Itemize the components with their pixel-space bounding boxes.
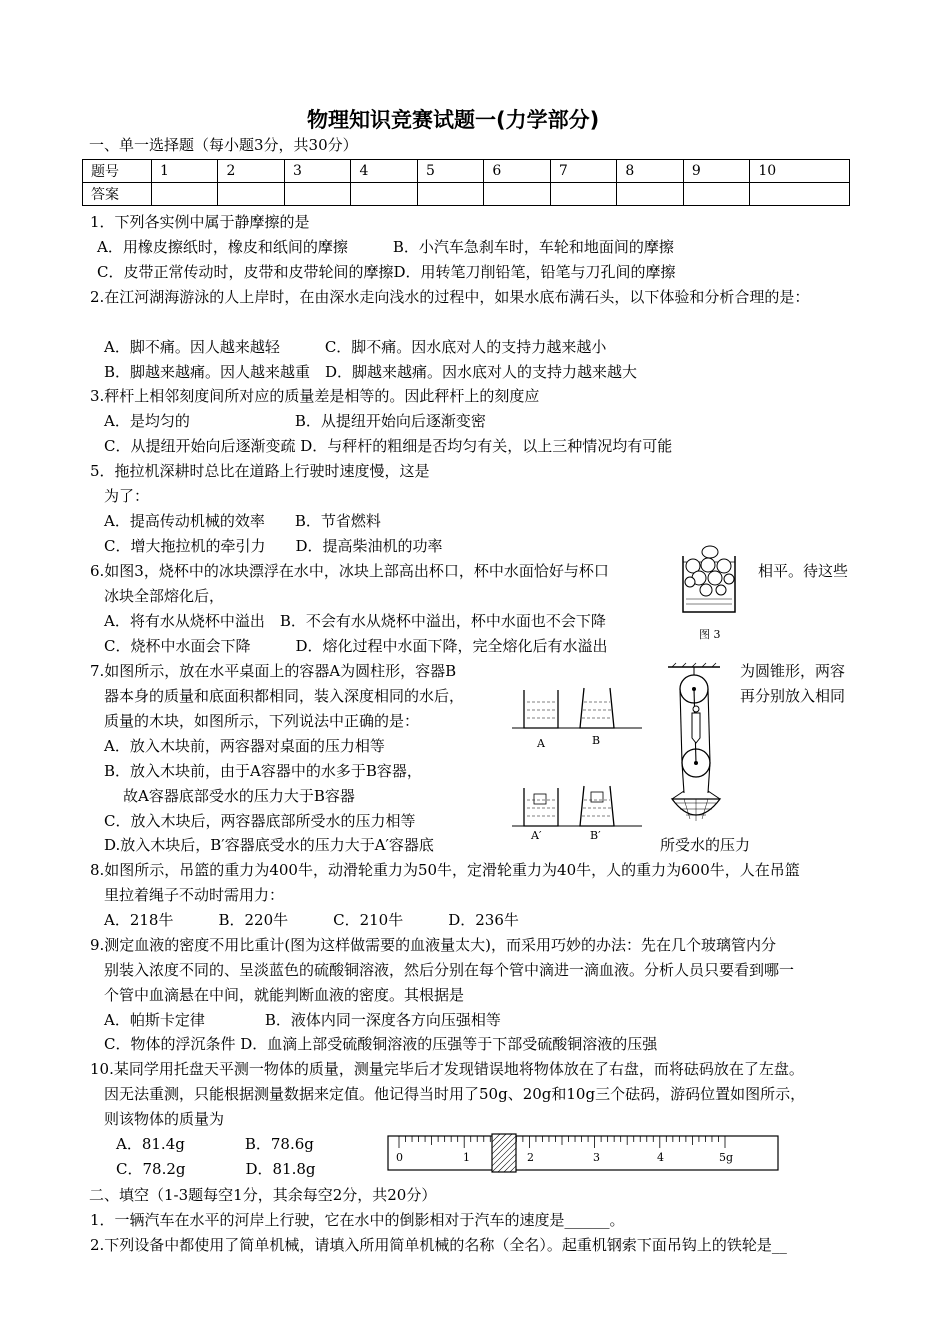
- answer-cell: [218, 183, 284, 206]
- q7-option-d: D.放入木块后，B′容器底受水的压力大于A′容器底: [104, 836, 434, 854]
- answer-table: [82, 159, 850, 206]
- q10-options-cd: C．78.2g D．81.8g: [116, 1160, 316, 1178]
- q7-option-b1: B．放入木块前，由于A容器中的水多于B容器，: [104, 762, 422, 780]
- table-cell: 8: [617, 160, 683, 183]
- q10-options-ab: A．81.4g B．78.6g: [116, 1135, 314, 1153]
- answer-cell: [750, 183, 850, 206]
- section1-heading: 一、单一选择题（每小题3分，共30分）: [89, 136, 358, 154]
- q9-stem: 9.测定血液的密度不用比重计(图为这样做需要的血液量太大)，而采用巧妙的办法：先在几个玻璃管内分: [90, 936, 777, 954]
- q9-stem-cont1: 别装入浓度不同的、呈淡蓝色的硫酸铜溶液，然后分别在每个管中滴进一滴血液。分析人员只要看到哪一: [104, 961, 795, 979]
- page-title: 物理知识竞赛试题一(力学部分): [307, 108, 600, 132]
- table-cell: 6: [484, 160, 550, 183]
- q1-options-ab: A．用橡皮擦纸时，橡皮和纸间的摩擦 B．小汽车急刹车时，车轮和地面间的摩擦: [97, 238, 674, 256]
- scale-label-4: 4: [657, 1151, 664, 1164]
- scale-label-1: 1: [463, 1151, 470, 1164]
- container-a-label: A: [537, 737, 545, 750]
- container-b-label: B: [592, 734, 601, 747]
- q8-stem: 8.如图所示，吊篮的重力为400牛，动滑轮重力为50牛，定滑轮重力为40牛，人的重力为600牛，人在吊篮: [90, 861, 800, 879]
- answer-cell: [484, 183, 550, 206]
- q7-stem-right: 为圆锥形，两容: [740, 662, 846, 680]
- answer-cell: [351, 183, 417, 206]
- q9-options-cd: C．物体的浮沉条件 D．血滴上部受硫酸铜溶液的压强等于下部受硫酸铜溶液的压强: [104, 1035, 658, 1053]
- q8-options: A．218牛 B．220牛 C．210牛 D．236牛: [104, 911, 519, 929]
- q7-option-c: C．放入木块后，两容器底部所受水的压力相等: [104, 812, 416, 830]
- q6-options-cd: C．烧杯中水面会下降 D．熔化过程中水面下降，完全熔化后有水溢出: [104, 637, 608, 655]
- q3-options-ab: A．是均匀的 B．从提纽开始向后逐渐变密: [104, 412, 486, 430]
- scale-label-3: 3: [593, 1151, 600, 1164]
- q7-line3: 质量的木块，如图所示，下列说法中正确的是：: [104, 712, 420, 730]
- answer-cell: [683, 183, 749, 206]
- table-row-answers: [83, 183, 850, 206]
- answer-cell: [152, 183, 218, 206]
- containers-figure: [510, 680, 650, 845]
- answer-cell: [284, 183, 350, 206]
- row-label-number: 题号: [83, 160, 152, 183]
- scale-label-2: 2: [527, 1151, 534, 1164]
- q3-options-cd: C．从提纽开始向后逐渐变疏 D．与秤杆的粗细是否均匀有关，以上三种情况均有可能: [104, 437, 673, 455]
- q7-line2-right: 再分别放入相同: [740, 687, 846, 705]
- table-cell: 3: [284, 160, 350, 183]
- table-row-numbers: [83, 160, 850, 183]
- fill-q2: 2.下列设备中都使用了简单机械，请填入所用简单机械的名称（全名）。起重机钢索下面吊钩上的铁轮是__: [90, 1236, 787, 1254]
- q2-stem: 2.在江河湖海游泳的人上岸时，在由深水走向浅水的过程中，如果水底布满石头，以下体验和分析合理的是：: [90, 288, 810, 306]
- section2-heading: 二、填空（1-3题每空1分，其余每空2分，共20分）: [89, 1186, 437, 1204]
- q2-options-1: A．脚不痛。因人越来越轻 C．脚不痛。因水底对人的支持力越来越小: [104, 338, 607, 356]
- q7-option-a: A．放入木块前，两容器对桌面的压力相等: [104, 737, 385, 755]
- figure3-label: 图 3: [699, 628, 721, 641]
- fill-q1: 1．一辆汽车在水平的河岸上行驶，它在水中的倒影相对于汽车的速度是______。: [90, 1211, 625, 1229]
- pulley-basket-figure: [660, 663, 730, 835]
- answer-cell: [617, 183, 683, 206]
- q9-options-ab: A．帕斯卡定律 B．液体内同一深度各方向压强相等: [104, 1011, 501, 1029]
- q10-stem-cont1: 因无法重测，只能根据测量数据来定值。他记得当时用了50g、20g和10g三个砝码，游码位置如图所示，: [104, 1085, 806, 1103]
- ice-beaker-figure: [680, 544, 740, 619]
- row-label-answer: 答案: [83, 183, 152, 206]
- container-a-prime-label: A′: [531, 829, 542, 842]
- q6-options-ab: A．将有水从烧杯中溢出 B．不会有水从烧杯中溢出，杯中水面也不会下降: [104, 612, 606, 630]
- q5-stem: 5．拖拉机深耕时总比在道路上行驶时速度慢，这是: [90, 462, 430, 480]
- q7-option-d-right: 所受水的压力: [660, 836, 751, 854]
- q10-stem-cont2: 则该物体的质量为: [104, 1110, 225, 1128]
- table-cell: 5: [417, 160, 483, 183]
- container-b-prime-label: B′: [590, 829, 601, 842]
- q5-options-cd: C．增大拖拉机的牵引力 D．提高柴油机的功率: [104, 537, 443, 555]
- scale-label-5: 5g: [719, 1151, 734, 1164]
- scale-label-0: 0: [396, 1151, 403, 1164]
- table-cell: 1: [152, 160, 218, 183]
- q10-stem: 10.某同学用托盘天平测一物体的质量，测量完毕后才发现错误地将物体放在了右盘，而将砝码放在了左盘。: [90, 1060, 804, 1078]
- table-cell: 2: [218, 160, 284, 183]
- q2-options-2: B．脚越来越痛。因人越来越重 D．脚越来越痛。因水底对人的支持力越来越大: [104, 363, 638, 381]
- q7-stem: 7.如图所示，放在水平桌面上的容器A为圆柱形，容器B: [90, 662, 457, 680]
- q8-stem-cont: 里拉着绳子不动时需用力：: [104, 886, 285, 904]
- q6-stem-right: 相平。待这些: [758, 562, 849, 580]
- q5-options-ab: A．提高传动机械的效率 B．节省燃料: [104, 512, 381, 530]
- answer-cell: [550, 183, 616, 206]
- q6-stem: 6.如图3，烧杯中的冰块漂浮在水中，冰块上部高出杯口，杯中水面恰好与杯口: [90, 562, 609, 580]
- answer-cell: [417, 183, 483, 206]
- q1-options-cd: C．皮带正常传动时，皮带和皮带轮间的摩擦D．用转笔刀削铅笔，铅笔与刀孔间的摩擦: [97, 263, 676, 281]
- table-cell: 9: [683, 160, 749, 183]
- q9-stem-cont2: 个管中血滴悬在中间，就能判断血液的密度。其根据是: [104, 986, 465, 1004]
- q3-stem: 3.秤杆上相邻刻度间所对应的质量差是相等的。因此秤杆上的刻度应: [90, 387, 540, 405]
- q7-line2: 器本身的质量和底面积都相同，装入深度相同的水后，: [104, 687, 465, 705]
- table-cell: 7: [550, 160, 616, 183]
- table-cell: 4: [351, 160, 417, 183]
- q6-stem-cont: 冰块全部熔化后，: [104, 587, 225, 605]
- table-cell: 10: [750, 160, 850, 183]
- q7-option-b2: 故A容器底部受水的压力大于B容器: [123, 787, 355, 805]
- q5-stem-cont: 为了：: [104, 487, 150, 505]
- q1-stem: 1．下列各实例中属于静摩擦的是: [90, 213, 310, 231]
